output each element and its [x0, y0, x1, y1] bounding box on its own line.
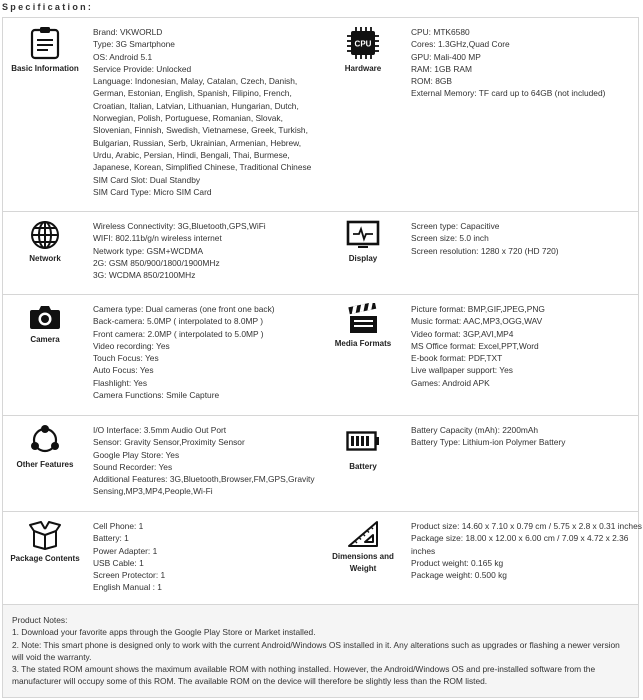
dimensions-weight-block	[321, 520, 405, 575]
cpu-icon-text: CPU	[354, 39, 372, 49]
display-block	[321, 220, 405, 265]
spec-line: Power Adapter: 1	[93, 545, 158, 556]
spec-line: Product weight: 0.165 kg	[411, 557, 504, 568]
media-formats-cell	[321, 295, 638, 415]
battery-icon	[346, 430, 380, 452]
battery-block	[321, 430, 405, 473]
spec-line: Video format: 3GP,AVI,MP4	[411, 328, 514, 339]
spec-line: SIM Card Type: Micro SIM Card	[93, 186, 212, 197]
camera-block	[3, 303, 87, 346]
spec-line: Japanese, Korean, Simplified Chinese, Traditional Chinese	[93, 162, 312, 173]
spec-line: MS Office format: Excel,PPT,Word	[411, 340, 539, 351]
display-label: Display	[348, 254, 378, 263]
spec-line: inches	[411, 545, 436, 556]
spec-line: Back-camera: 5.0MP ( interpolated to 8.0MP )	[93, 316, 264, 327]
spec-line: Front camera: 2.0MP ( interpolated to 5.0MP )	[93, 328, 264, 339]
spec-line: Network type: GSM+WCDMA	[93, 245, 204, 256]
spec-line: Urdu, Arabic, Persian, Hindi, Bengali, Thai, Burmese,	[93, 149, 290, 160]
spec-line: Screen Protector: 1	[93, 570, 166, 581]
spec-line: Service Provide: Unlocked	[93, 63, 192, 74]
spec-line: Norwegian, Polish, Portuguese, Romanian, Slovak,	[93, 113, 283, 124]
package-contents-list	[93, 520, 319, 594]
spec-row-camera-media	[3, 295, 638, 416]
spec-line: USB Cable: 1	[93, 557, 144, 568]
spec-line: Live wallpaper support: Yes	[411, 365, 513, 376]
spec-line: SIM Card Slot: Dual Standby	[93, 174, 201, 185]
spec-line: Wireless Connectivity: 3G,Bluetooth,GPS,WiFi	[93, 221, 266, 231]
spec-line: Google Play Store: Yes	[93, 449, 180, 460]
spec-line: Video recording: Yes	[93, 340, 170, 351]
spec-line: Screen resolution: 1280 x 720 (HD 720)	[411, 245, 559, 256]
display-list	[411, 220, 636, 257]
other-features-label: Other Features	[16, 460, 74, 469]
spec-row-other-battery	[3, 416, 638, 512]
spec-line: Bulgarian, Russian, Serb, Ukrainian, Armenian, Hebrew,	[93, 137, 302, 148]
notes-title: Product Notes:	[12, 615, 68, 625]
network-cell	[3, 212, 321, 294]
dimensions-weight-cell	[321, 512, 642, 604]
spec-line: OS: Android 5.1	[93, 51, 153, 62]
spec-line: Croatian, Italian, Latvian, Lithuanian, Hungarian, Dutch,	[93, 100, 299, 111]
note-item: 1. Download your favorite apps through the Google Play Store or Market installed.	[12, 627, 316, 638]
dimensions-label-line1: Dimensions and	[332, 552, 394, 561]
network-label: Network	[29, 254, 61, 263]
spec-line: Slovenian, Finnish, Swedish, Vietnamese, Greek, Turkish,	[93, 125, 308, 136]
basic-information-block	[3, 26, 87, 75]
dimensions-label-line2: Weight	[349, 564, 377, 573]
spec-line: Type: 3G Smartphone	[93, 39, 175, 50]
media-formats-label: Media Formats	[334, 339, 392, 348]
other-features-list	[93, 424, 319, 498]
network-list	[93, 220, 319, 281]
spec-line: Auto Focus: Yes	[93, 365, 154, 376]
spec-line: Sound Recorder: Yes	[93, 461, 173, 472]
spec-line: Camera type: Dual cameras (one front one back)	[93, 304, 275, 314]
spec-line: 2G: GSM 850/900/1800/1900MHz	[93, 257, 220, 268]
spec-line: Product size: 14.60 x 7.10 x 0.79 cm / 5.75 x 2.8 x 0.31 inches	[411, 521, 642, 531]
hardware-list	[411, 26, 636, 100]
spec-line: Screen size: 5.0 inch	[411, 233, 489, 244]
spec-line: RAM: 1GB RAM	[411, 63, 472, 74]
spec-row-network-display	[3, 212, 638, 295]
basic-information-label: Basic Information	[11, 64, 79, 73]
network-block	[3, 220, 87, 265]
spec-line: Camera Functions: Smile Capture	[93, 390, 220, 401]
spec-line: Additional Features: 3G,Bluetooth,Browser,FM,GPS,Gravity	[93, 474, 315, 485]
spec-line: Cores: 1.3GHz,Quad Core	[411, 39, 510, 50]
note-item: 3. The stated ROM amount shows the maximum available ROM with nothing installed. However, the Android/Windows OS and pre-installed software from the manufacturer will occupy some of this ROM. The available ROM on the device will therefore be slightly less than the ROM listed.	[12, 664, 596, 687]
spec-line: WIFI: 802.11b/g/n wireless internet	[93, 233, 222, 244]
hardware-cell	[321, 18, 638, 211]
spec-line: Sensor: Gravity Sensor,Proximity Sensor	[93, 437, 245, 448]
globe-icon	[30, 220, 60, 250]
display-cell	[321, 212, 638, 294]
spec-line: Battery Capacity (mAh): 2200mAh	[411, 425, 539, 435]
other-features-cell	[3, 416, 321, 511]
spec-line: Battery Type: Lithium-ion Polymer Battery	[411, 437, 566, 448]
spec-line: German, Estonian, English, Spanish, Filipino, French,	[93, 88, 292, 99]
spec-line: Brand: VKWORLD	[93, 27, 163, 37]
dimensions-weight-list	[411, 520, 642, 581]
spec-line: I/O Interface: 3.5mm Audio Out Port	[93, 425, 227, 435]
package-contents-cell	[3, 512, 321, 604]
clapperboard-icon	[347, 303, 379, 335]
package-contents-block	[3, 520, 87, 565]
battery-cell	[321, 416, 638, 511]
camera-cell	[3, 295, 321, 415]
package-contents-label: Package Contents	[10, 554, 80, 563]
note-item: 2. Note: This smart phone is designed only to work with the current Android/Windows OS installed in it. Any alterations such as upgrades or flashing a newer version will void the warranty.	[12, 639, 620, 662]
spec-line: Package weight: 0.500 kg	[411, 570, 507, 581]
spec-line: Picture format: BMP,GIF,JPEG,PNG	[411, 304, 545, 314]
hardware-label: Hardware	[344, 64, 382, 73]
spec-line: Flashlight: Yes	[93, 377, 148, 388]
hardware-block	[321, 26, 405, 75]
spec-line: Cell Phone: 1	[93, 521, 144, 531]
basic-information-cell	[3, 18, 321, 211]
other-features-block	[3, 424, 87, 471]
monitor-icon	[346, 220, 380, 250]
specification-heading: Specification:	[2, 2, 94, 12]
battery-label: Battery	[349, 462, 377, 471]
cpu-chip-icon	[346, 26, 380, 60]
spec-line: Language: Indonesian, Malay, Catalan, Czech, Danish,	[93, 76, 298, 87]
spec-line: Games: Android APK	[411, 377, 490, 388]
media-formats-block	[321, 303, 405, 350]
spec-line: Package size: 18.00 x 12.00 x 6.00 cm / 7.09 x 4.72 x 2.36	[411, 533, 629, 544]
spec-line: Battery: 1	[93, 533, 129, 544]
clipboard-icon	[30, 26, 60, 60]
share-nodes-icon	[29, 424, 61, 456]
basic-information-list	[93, 26, 319, 198]
specification-table	[2, 17, 642, 698]
media-formats-list	[411, 303, 636, 389]
spec-line: External Memory: TF card up to 64GB (not included)	[411, 88, 606, 99]
open-box-icon	[28, 520, 62, 550]
spec-line: English Manual : 1	[93, 582, 162, 593]
camera-label: Camera	[30, 335, 60, 344]
spec-line: ROM: 8GB	[411, 76, 452, 87]
set-square-ruler-icon	[347, 520, 379, 548]
spec-row-package-dimensions	[3, 512, 642, 605]
battery-list	[411, 424, 636, 449]
spec-line: Music format: AAC,MP3,OGG,WAV	[411, 316, 543, 327]
spec-line: CPU: MTK6580	[411, 27, 470, 37]
camera-icon	[29, 303, 61, 331]
spec-line: E-book format: PDF,TXT	[411, 353, 503, 364]
spec-line: Touch Focus: Yes	[93, 353, 159, 364]
spec-line: GPU: Mali-400 MP	[411, 51, 481, 62]
spec-line: Screen type: Capacitive	[411, 221, 500, 231]
camera-list	[93, 303, 319, 401]
spec-line: 3G: WCDMA 850/2100MHz	[93, 270, 196, 281]
spec-row-basic-hardware	[3, 18, 638, 212]
product-notes	[3, 605, 638, 697]
dimensions-weight-label	[321, 551, 405, 575]
spec-line: Sensing,MP3,MP4,People,Wi-Fi	[93, 486, 213, 497]
